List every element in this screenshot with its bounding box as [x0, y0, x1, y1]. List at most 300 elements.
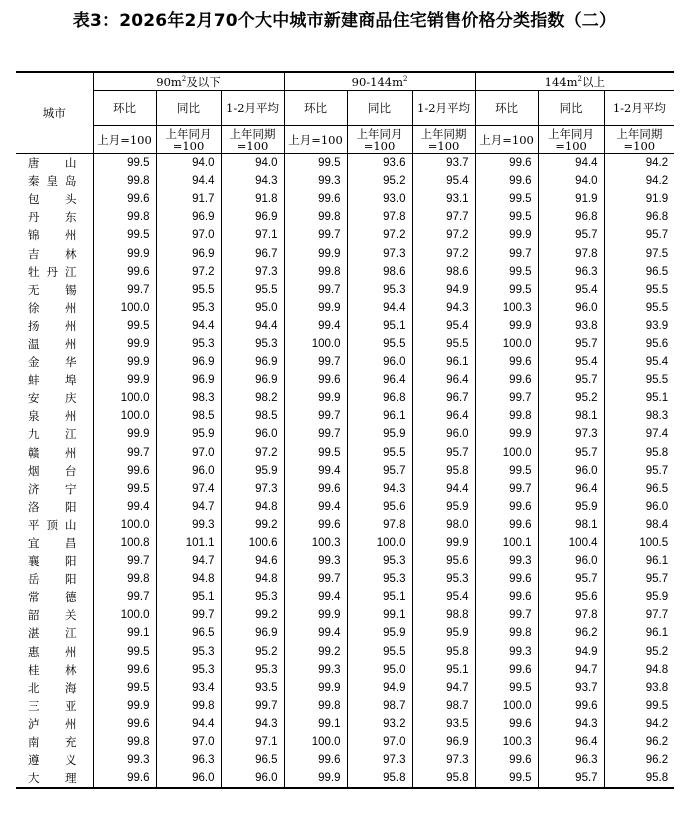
- index-value: 96.9: [412, 733, 475, 751]
- index-value: 99.4: [284, 498, 347, 516]
- index-value: 99.6: [475, 516, 538, 534]
- sub-header-avg: 1-2月平均: [221, 91, 284, 126]
- index-value: 100.8: [93, 534, 156, 552]
- index-value: 95.3: [156, 335, 221, 353]
- index-value: 94.4: [221, 317, 284, 335]
- index-value: 99.6: [93, 661, 156, 679]
- index-value: 96.1: [604, 552, 674, 570]
- index-value: 94.0: [538, 172, 604, 190]
- table-row: [16, 335, 674, 353]
- index-value: 91.9: [538, 190, 604, 208]
- index-value: 99.6: [93, 769, 156, 788]
- index-value: 99.4: [284, 317, 347, 335]
- table-row: [16, 570, 674, 588]
- table-row: [16, 624, 674, 642]
- index-value: 101.1: [156, 534, 221, 552]
- base-header-prev-month: 上月=100: [93, 126, 156, 154]
- index-value: 99.3: [475, 643, 538, 661]
- index-value: 95.3: [221, 661, 284, 679]
- index-value: 95.5: [347, 335, 412, 353]
- index-value: 95.9: [412, 624, 475, 642]
- index-value: 95.4: [412, 317, 475, 335]
- table-row: [16, 769, 674, 788]
- index-value: 99.5: [475, 281, 538, 299]
- index-value: 93.8: [538, 317, 604, 335]
- index-value: 95.9: [412, 498, 475, 516]
- city-name: 泉州: [16, 407, 93, 425]
- index-value: 96.0: [538, 299, 604, 317]
- index-value: 99.6: [475, 154, 538, 173]
- index-value: 99.3: [284, 172, 347, 190]
- index-value: 93.0: [347, 190, 412, 208]
- sub-header-mom: 环比: [93, 91, 156, 126]
- table-row: [16, 154, 674, 173]
- city-name: 锦州: [16, 226, 93, 244]
- city-name: 常德: [16, 588, 93, 606]
- city-name: 牡丹江: [16, 263, 93, 281]
- index-value: 99.3: [284, 661, 347, 679]
- index-value: 95.9: [347, 425, 412, 443]
- index-value: 95.7: [538, 444, 604, 462]
- table-row: [16, 371, 674, 389]
- index-value: 99.9: [284, 244, 347, 262]
- index-value: 97.0: [347, 733, 412, 751]
- index-value: 97.0: [156, 733, 221, 751]
- index-value: 100.3: [284, 534, 347, 552]
- index-value: 94.4: [347, 299, 412, 317]
- base-header-same-period: 上年同期=100: [221, 126, 284, 154]
- city-name: 丹东: [16, 208, 93, 226]
- index-value: 97.4: [604, 425, 674, 443]
- city-name: 包头: [16, 190, 93, 208]
- index-value: 99.7: [93, 444, 156, 462]
- index-value: 95.2: [538, 389, 604, 407]
- base-header-prev-month: 上月=100: [284, 126, 347, 154]
- index-value: 94.8: [221, 498, 284, 516]
- index-value: 99.9: [284, 389, 347, 407]
- city-name: 南充: [16, 733, 93, 751]
- index-value: 95.5: [347, 444, 412, 462]
- table-row: [16, 172, 674, 190]
- index-value: 95.9: [538, 498, 604, 516]
- index-value: 99.4: [284, 462, 347, 480]
- index-value: 99.3: [156, 516, 221, 534]
- index-value: 95.1: [347, 317, 412, 335]
- index-value: 99.8: [284, 697, 347, 715]
- index-value: 94.9: [538, 643, 604, 661]
- index-value: 97.3: [221, 263, 284, 281]
- index-value: 94.7: [538, 661, 604, 679]
- table-row: [16, 679, 674, 697]
- table-row: [16, 643, 674, 661]
- index-value: 99.5: [93, 679, 156, 697]
- index-value: 94.4: [156, 317, 221, 335]
- index-value: 97.0: [156, 226, 221, 244]
- index-value: 100.0: [284, 733, 347, 751]
- sub-header-avg: 1-2月平均: [604, 91, 674, 126]
- index-value: 98.4: [604, 516, 674, 534]
- index-value: 96.3: [538, 263, 604, 281]
- index-value: 97.5: [604, 244, 674, 262]
- index-value: 95.8: [412, 769, 475, 788]
- index-value: 100.0: [475, 697, 538, 715]
- index-value: 98.1: [538, 407, 604, 425]
- index-value: 99.6: [93, 263, 156, 281]
- index-value: 99.8: [93, 208, 156, 226]
- table-header: [16, 72, 674, 154]
- index-value: 99.8: [284, 263, 347, 281]
- index-value: 97.2: [347, 226, 412, 244]
- city-name: 济宁: [16, 480, 93, 498]
- index-value: 94.7: [412, 679, 475, 697]
- index-value: 97.3: [538, 425, 604, 443]
- index-value: 94.4: [412, 480, 475, 498]
- index-value: 95.1: [412, 661, 475, 679]
- index-value: 99.8: [93, 570, 156, 588]
- index-value: 97.2: [156, 263, 221, 281]
- base-header-same-month: 上年同月=100: [156, 126, 221, 154]
- index-value: 99.9: [93, 244, 156, 262]
- table-row: [16, 462, 674, 480]
- index-value: 96.8: [604, 208, 674, 226]
- index-value: 96.9: [221, 353, 284, 371]
- index-value: 100.0: [93, 606, 156, 624]
- index-value: 95.7: [604, 226, 674, 244]
- price-index-table: [16, 71, 674, 789]
- index-value: 95.3: [347, 552, 412, 570]
- city-name: 金华: [16, 353, 93, 371]
- index-value: 95.3: [156, 299, 221, 317]
- city-name: 平顶山: [16, 516, 93, 534]
- table-row: [16, 516, 674, 534]
- table-row: [16, 751, 674, 769]
- index-value: 95.3: [221, 588, 284, 606]
- index-value: 94.3: [412, 299, 475, 317]
- index-value: 94.9: [347, 679, 412, 697]
- index-value: 95.8: [412, 462, 475, 480]
- group-header-small: $90m^2$及以下: [93, 72, 284, 91]
- index-value: 97.1: [221, 733, 284, 751]
- index-value: 95.7: [347, 462, 412, 480]
- city-name: 九江: [16, 425, 93, 443]
- index-value: 96.1: [604, 624, 674, 642]
- index-value: 95.6: [412, 552, 475, 570]
- index-value: 99.6: [93, 715, 156, 733]
- index-value: 96.1: [412, 353, 475, 371]
- table-row: [16, 425, 674, 443]
- index-value: 96.9: [221, 624, 284, 642]
- index-value: 98.3: [156, 389, 221, 407]
- city-name: 唐山: [16, 154, 93, 173]
- index-value: 97.1: [221, 226, 284, 244]
- index-value: 93.7: [538, 679, 604, 697]
- index-value: 95.5: [604, 281, 674, 299]
- index-value: 99.9: [475, 226, 538, 244]
- index-value: 97.0: [156, 444, 221, 462]
- index-value: 99.3: [284, 552, 347, 570]
- city-name: 安庆: [16, 389, 93, 407]
- index-value: 99.6: [475, 172, 538, 190]
- table-row: [16, 480, 674, 498]
- index-value: 95.7: [538, 335, 604, 353]
- index-value: 96.3: [156, 751, 221, 769]
- index-value: 99.9: [284, 679, 347, 697]
- index-value: 94.2: [604, 715, 674, 733]
- index-value: 99.5: [475, 190, 538, 208]
- index-value: 97.8: [538, 244, 604, 262]
- table-row: [16, 715, 674, 733]
- index-value: 98.2: [221, 389, 284, 407]
- index-value: 99.5: [604, 697, 674, 715]
- city-name: 扬州: [16, 317, 93, 335]
- table-row: [16, 244, 674, 262]
- city-name: 北海: [16, 679, 93, 697]
- index-value: 99.6: [284, 190, 347, 208]
- index-value: 93.7: [412, 154, 475, 173]
- index-value: 97.7: [604, 606, 674, 624]
- city-name: 惠州: [16, 643, 93, 661]
- index-value: 99.7: [93, 281, 156, 299]
- index-value: 99.6: [475, 498, 538, 516]
- index-value: 99.5: [284, 154, 347, 173]
- index-value: 97.4: [156, 480, 221, 498]
- index-value: 99.4: [284, 588, 347, 606]
- index-value: 95.8: [604, 444, 674, 462]
- index-value: 94.2: [604, 154, 674, 173]
- index-value: 98.3: [604, 407, 674, 425]
- index-value: 99.6: [284, 516, 347, 534]
- index-value: 99.5: [475, 208, 538, 226]
- base-header-same-month: 上年同月=100: [538, 126, 604, 154]
- index-value: 99.8: [475, 407, 538, 425]
- index-value: 100.3: [475, 299, 538, 317]
- index-value: 96.5: [604, 480, 674, 498]
- index-value: 99.7: [221, 697, 284, 715]
- index-value: 100.0: [284, 335, 347, 353]
- index-value: 94.3: [221, 172, 284, 190]
- sub-header-avg: 1-2月平均: [412, 91, 475, 126]
- index-value: 93.6: [347, 154, 412, 173]
- index-value: 95.1: [604, 389, 674, 407]
- index-value: 99.5: [475, 263, 538, 281]
- index-value: 100.3: [475, 733, 538, 751]
- index-value: 96.7: [412, 389, 475, 407]
- index-value: 99.1: [347, 606, 412, 624]
- index-value: 95.5: [221, 281, 284, 299]
- index-value: 99.9: [412, 534, 475, 552]
- index-value: 95.6: [347, 498, 412, 516]
- index-value: 94.6: [221, 552, 284, 570]
- index-value: 99.1: [284, 715, 347, 733]
- index-value: 96.4: [412, 371, 475, 389]
- index-value: 99.6: [475, 661, 538, 679]
- table-title: 表3：2026年2月70个大中城市新建商品住宅销售价格分类指数（二）: [72, 11, 617, 31]
- city-name: 大理: [16, 769, 93, 788]
- index-value: 99.7: [284, 407, 347, 425]
- table-row: [16, 263, 674, 281]
- index-value: 99.5: [93, 480, 156, 498]
- index-value: 96.0: [347, 353, 412, 371]
- index-value: 99.4: [284, 624, 347, 642]
- table-row: [16, 498, 674, 516]
- city-name: 蚌埠: [16, 371, 93, 389]
- index-value: 98.8: [412, 606, 475, 624]
- index-value: 98.6: [412, 263, 475, 281]
- index-value: 93.8: [604, 679, 674, 697]
- index-value: 98.7: [347, 697, 412, 715]
- index-value: 96.7: [221, 244, 284, 262]
- sub-header-row: [16, 91, 674, 126]
- index-value: 99.7: [93, 552, 156, 570]
- index-value: 95.3: [156, 643, 221, 661]
- city-name: 秦皇岛: [16, 172, 93, 190]
- index-value: 99.7: [93, 588, 156, 606]
- city-name: 遵义: [16, 751, 93, 769]
- index-value: 98.0: [412, 516, 475, 534]
- index-value: 99.3: [475, 552, 538, 570]
- index-value: 93.1: [412, 190, 475, 208]
- index-value: 94.4: [538, 154, 604, 173]
- index-value: 95.8: [412, 643, 475, 661]
- city-name: 岳阳: [16, 570, 93, 588]
- index-value: 97.3: [221, 480, 284, 498]
- index-value: 93.9: [604, 317, 674, 335]
- index-value: 96.4: [538, 733, 604, 751]
- index-value: 95.4: [412, 588, 475, 606]
- city-name: 洛阳: [16, 498, 93, 516]
- index-value: 99.6: [475, 353, 538, 371]
- index-value: 94.2: [604, 172, 674, 190]
- index-value: 99.9: [475, 425, 538, 443]
- index-value: 93.5: [412, 715, 475, 733]
- index-value: 95.5: [156, 281, 221, 299]
- index-value: 100.1: [475, 534, 538, 552]
- index-value: 94.3: [538, 715, 604, 733]
- sub-header-yoy: 同比: [347, 91, 412, 126]
- index-value: 99.7: [475, 244, 538, 262]
- city-name: 温州: [16, 335, 93, 353]
- index-value: 100.0: [347, 534, 412, 552]
- city-name: 泸州: [16, 715, 93, 733]
- index-value: 99.7: [475, 389, 538, 407]
- index-value: 95.6: [604, 335, 674, 353]
- index-value: 99.7: [475, 480, 538, 498]
- index-value: 98.7: [412, 697, 475, 715]
- index-value: 94.9: [412, 281, 475, 299]
- index-value: 96.0: [221, 769, 284, 788]
- index-value: 95.4: [604, 353, 674, 371]
- index-value: 95.9: [221, 462, 284, 480]
- index-value: 95.7: [538, 226, 604, 244]
- index-value: 95.1: [156, 588, 221, 606]
- index-value: 96.8: [347, 389, 412, 407]
- index-value: 95.0: [221, 299, 284, 317]
- index-value: 99.5: [93, 643, 156, 661]
- city-name: 三亚: [16, 697, 93, 715]
- index-value: 95.7: [604, 570, 674, 588]
- index-value: 94.0: [156, 154, 221, 173]
- index-value: 95.6: [538, 588, 604, 606]
- index-value: 99.5: [475, 679, 538, 697]
- index-value: 97.2: [412, 226, 475, 244]
- index-value: 95.8: [347, 769, 412, 788]
- index-value: 96.4: [538, 480, 604, 498]
- base-header-same-period: 上年同期=100: [604, 126, 674, 154]
- index-value: 94.4: [156, 172, 221, 190]
- sub-header-mom: 环比: [284, 91, 347, 126]
- index-value: 97.8: [347, 516, 412, 534]
- index-value: 95.2: [221, 643, 284, 661]
- index-value: 99.9: [284, 769, 347, 788]
- index-value: 95.9: [347, 624, 412, 642]
- index-value: 99.3: [93, 751, 156, 769]
- index-value: 93.5: [221, 679, 284, 697]
- index-value: 98.1: [538, 516, 604, 534]
- index-value: 99.5: [475, 462, 538, 480]
- index-value: 99.8: [475, 624, 538, 642]
- index-value: 91.8: [221, 190, 284, 208]
- table-row: [16, 353, 674, 371]
- table-body: [16, 154, 674, 789]
- index-value: 99.8: [93, 172, 156, 190]
- index-value: 99.2: [221, 606, 284, 624]
- index-value: 99.5: [475, 769, 538, 788]
- index-value: 99.2: [221, 516, 284, 534]
- index-value: 99.9: [93, 371, 156, 389]
- index-value: 96.2: [538, 624, 604, 642]
- index-value: 94.7: [156, 552, 221, 570]
- table-row: [16, 588, 674, 606]
- index-value: 99.6: [475, 570, 538, 588]
- index-value: 99.6: [93, 462, 156, 480]
- index-value: 99.8: [156, 697, 221, 715]
- index-value: 97.8: [538, 606, 604, 624]
- base-header-same-month: 上年同月=100: [347, 126, 412, 154]
- index-value: 96.0: [156, 769, 221, 788]
- index-value: 99.7: [156, 606, 221, 624]
- group-header-medium: $90-144m^2$: [284, 72, 475, 91]
- table-row: [16, 226, 674, 244]
- index-value: 98.5: [221, 407, 284, 425]
- base-header-prev-month: 上月=100: [475, 126, 538, 154]
- index-value: 99.9: [93, 697, 156, 715]
- table-row: [16, 697, 674, 715]
- index-value: 95.3: [156, 661, 221, 679]
- index-value: 95.4: [412, 172, 475, 190]
- sub-header-yoy: 同比: [538, 91, 604, 126]
- index-value: 99.9: [93, 425, 156, 443]
- index-value: 95.4: [538, 353, 604, 371]
- index-value: 96.0: [538, 552, 604, 570]
- index-value: 99.6: [284, 751, 347, 769]
- index-value: 95.8: [604, 769, 674, 788]
- index-value: 99.6: [475, 715, 538, 733]
- table-row: [16, 552, 674, 570]
- index-value: 96.0: [221, 425, 284, 443]
- index-value: 99.5: [93, 317, 156, 335]
- index-value: 95.9: [604, 588, 674, 606]
- index-value: 97.8: [347, 208, 412, 226]
- index-value: 96.3: [538, 751, 604, 769]
- table-row: [16, 444, 674, 462]
- index-value: 97.3: [347, 244, 412, 262]
- index-value: 95.3: [347, 570, 412, 588]
- index-value: 100.0: [475, 444, 538, 462]
- table-row: [16, 661, 674, 679]
- index-value: 95.5: [604, 371, 674, 389]
- city-name: 襄阳: [16, 552, 93, 570]
- index-value: 99.6: [475, 371, 538, 389]
